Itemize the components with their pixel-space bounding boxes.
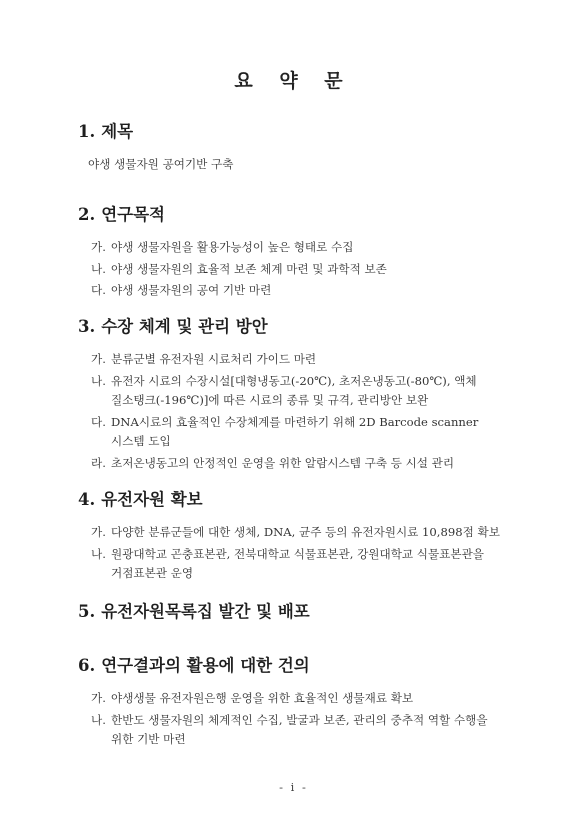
item-marker: 다.: [91, 414, 106, 429]
list-item: [78, 372, 548, 411]
item-text: 야생 생물자원의 공여 기반 마련: [111, 283, 272, 297]
list-item: [78, 350, 548, 370]
section-number: 1.: [78, 122, 96, 141]
list-item: [78, 523, 548, 543]
item-marker: 나.: [91, 546, 106, 561]
item-list: [78, 238, 548, 301]
section-storage-system: [78, 313, 548, 475]
section-heading: [78, 313, 548, 337]
section-number: 5.: [78, 602, 96, 621]
page-number: - i -: [279, 780, 308, 794]
item-marker: 다.: [91, 283, 106, 297]
document-title: 요 약 문: [234, 70, 353, 92]
item-text: 야생생물 유전자원은행 운영을 위한 효율적인 생물재료 확보: [111, 691, 414, 705]
section-heading-text: 유전자원 확보: [101, 490, 203, 509]
section-heading-text: 수장 체계 및 관리 방안: [101, 317, 268, 336]
item-list: [78, 523, 548, 584]
item-text: 야생 생물자원의 효율적 보존 체계 마련 및 과학적 보존: [111, 261, 387, 276]
section-heading: [78, 598, 548, 622]
section-heading-text: 연구목적: [101, 205, 165, 224]
item-text: 야생 생물자원을 활용가능성이 높은 형태로 수집: [111, 240, 354, 254]
section-body-text: 야생 생물자원 공여기반 구축: [88, 157, 234, 171]
item-marker: 가.: [91, 525, 106, 539]
section-title-info: [78, 118, 548, 175]
section-heading: [78, 652, 548, 676]
item-marker: 라.: [91, 455, 106, 470]
list-item: [78, 689, 548, 709]
list-item: [78, 238, 548, 258]
item-list: [78, 689, 548, 750]
list-item: [78, 281, 548, 301]
item-marker: 가.: [91, 240, 106, 254]
item-text: 분류군별 유전자원 시료처리 가이드 마련: [111, 352, 317, 366]
section-heading-text: 유전자원목록집 발간 및 배포: [101, 602, 310, 621]
section-number: 2.: [78, 205, 96, 224]
item-text: DNA시료의 효율적인 수장체계를 마련하기 위해 2D Barcode scanner: [111, 414, 479, 429]
item-text-continued: 질소탱크(-196℃)]에 따른 시료의 종류 및 규격, 관리방안 보완: [111, 393, 429, 407]
item-marker: 가.: [91, 691, 106, 705]
item-marker: 가.: [91, 352, 106, 366]
list-item: [78, 545, 548, 584]
section-heading: [78, 118, 548, 142]
item-text-continued: 시스템 도입: [111, 434, 171, 448]
list-item: [78, 413, 548, 452]
section-catalog-publication: [78, 598, 548, 635]
item-text: 초저온냉동고의 안정적인 운영을 위한 알람시스템 구축 등 시설 관리: [111, 455, 455, 470]
list-item: [78, 454, 548, 474]
item-text-continued: 거점표본관 운영: [111, 566, 194, 580]
list-item: [78, 260, 548, 280]
item-text-continued: 위한 기반 마련: [111, 732, 186, 746]
list-item: [78, 711, 548, 750]
section-genetic-resources: [78, 486, 548, 586]
item-text: 유전자 시료의 수장시설[대형냉동고(-20℃), 초저온냉동고(-80℃), 액체: [111, 373, 477, 388]
item-marker: 나.: [91, 712, 106, 727]
item-marker: 나.: [91, 373, 106, 388]
section-heading-text: 제목: [101, 122, 134, 141]
section-number: 3.: [78, 317, 96, 336]
item-marker: 나.: [91, 261, 106, 276]
section-heading: [78, 486, 548, 510]
section-recommendations: [78, 652, 548, 752]
section-heading-text: 연구결과의 활용에 대한 건의: [101, 656, 310, 675]
section-number: 6.: [78, 656, 96, 675]
item-text: 한반도 생물자원의 체계적인 수집, 발굴과 보존, 관리의 중추적 역할 수행을: [111, 712, 488, 727]
section-heading: [78, 201, 548, 225]
item-text: 다양한 분류군들에 대한 생체, DNA, 균주 등의 유전자원시료 10,898점 확보: [111, 525, 500, 539]
item-list: [78, 350, 548, 473]
section-research-purpose: [78, 201, 548, 303]
section-number: 4.: [78, 490, 96, 509]
item-text: 원광대학교 곤충표본관, 전북대학교 식물표본관, 강원대학교 식물표본관을: [111, 546, 484, 561]
